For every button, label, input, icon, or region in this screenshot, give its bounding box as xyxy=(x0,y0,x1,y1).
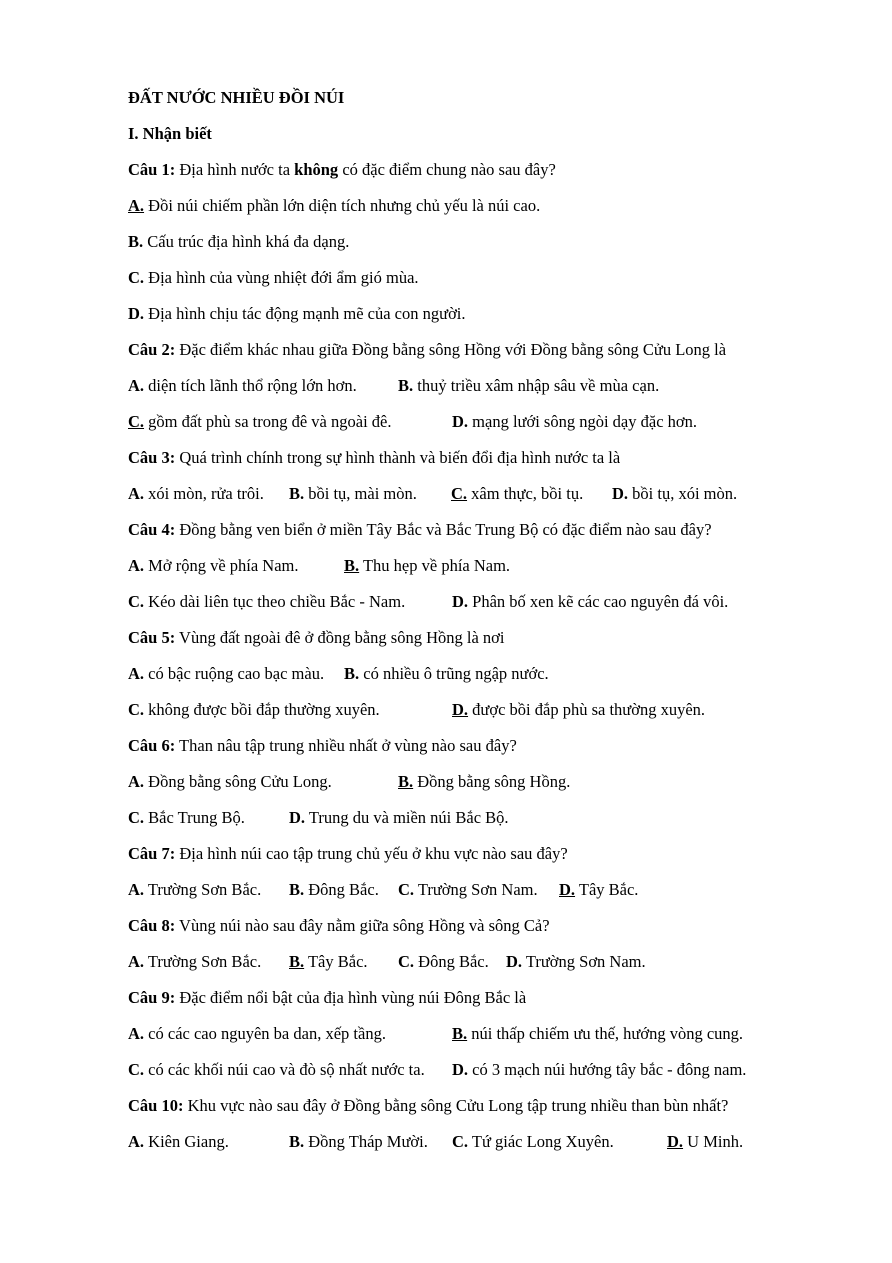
option-key: D. xyxy=(452,412,469,431)
q3-option-a xyxy=(128,484,264,504)
q4-option-a xyxy=(128,556,299,576)
q5-option-c xyxy=(128,700,380,720)
option-text: Đồi núi chiếm phần lớn diện tích nhưng chủ yếu là núi cao. xyxy=(144,196,541,215)
option-text: gồm đất phù sa trong đê và ngoài đê. xyxy=(144,412,392,431)
question-number: Câu 2: xyxy=(128,340,176,359)
option-text: Trường Sơn Nam. xyxy=(522,952,646,971)
option-key: D. xyxy=(452,1060,469,1079)
option-key: B. xyxy=(289,1132,305,1151)
option-key: B. xyxy=(289,484,305,503)
q3-option-c xyxy=(451,484,583,504)
option-text: Đồng bằng sông Hồng. xyxy=(413,772,571,791)
option-text: thuỷ triều xâm nhập sâu về mùa cạn. xyxy=(413,376,660,395)
option-text: Địa hình chịu tác động mạnh mẽ của con người. xyxy=(144,304,466,323)
option-text: có bậc ruộng cao bạc màu. xyxy=(144,664,325,683)
option-text: có nhiều ô trũng ngập nước. xyxy=(359,664,549,683)
q6-option-d xyxy=(289,808,509,828)
document-title: ĐẤT NƯỚC NHIỀU ĐỒI NÚI xyxy=(128,88,345,107)
q9-options-row-2 xyxy=(128,1060,828,1080)
q2-options-row-1 xyxy=(128,376,828,396)
q8-option-d xyxy=(506,952,646,972)
q6-option-b xyxy=(398,772,570,792)
question-1 xyxy=(128,160,556,180)
option-key: D. xyxy=(128,304,145,323)
q3-option-d xyxy=(612,484,737,504)
q1-option-d xyxy=(128,304,466,324)
option-text: Kiên Giang. xyxy=(144,1132,229,1151)
q10-options-row xyxy=(128,1132,828,1152)
option-key-correct: B. xyxy=(452,1024,468,1043)
question-number: Câu 1: xyxy=(128,160,176,179)
option-key: A. xyxy=(128,484,145,503)
option-key: C. xyxy=(128,1060,145,1079)
question-text: Vùng đất ngoài đê ở đồng bằng sông Hồng là nơi xyxy=(175,628,505,647)
question-text: Đặc điểm nổi bật của địa hình vùng núi Đông Bắc là xyxy=(175,988,527,1007)
question-8 xyxy=(128,916,550,936)
option-text: bồi tụ, mài mòn. xyxy=(304,484,417,503)
section-heading: I. Nhận biết xyxy=(128,124,212,143)
option-key: D. xyxy=(506,952,523,971)
option-key: C. xyxy=(128,268,145,287)
question-4 xyxy=(128,520,712,540)
option-key-correct: D. xyxy=(452,700,469,719)
question-text: Đặc điểm khác nhau giữa Đồng bằng sông Hồng với Đồng bằng sông Cửu Long là xyxy=(175,340,727,359)
question-number: Câu 3: xyxy=(128,448,176,467)
option-text: Trường Sơn Bắc. xyxy=(144,880,262,899)
option-key-correct: B. xyxy=(289,952,305,971)
q4-options-row-1 xyxy=(128,556,828,576)
option-key: A. xyxy=(128,1024,145,1043)
option-key: D. xyxy=(289,808,306,827)
q7-option-a xyxy=(128,880,261,900)
question-text: Đồng bằng ven biển ở miền Tây Bắc và Bắc Trung Bộ có đặc điểm nào sau đây? xyxy=(175,520,712,539)
option-text: diện tích lãnh thổ rộng lớn hơn. xyxy=(144,376,357,395)
option-text: xói mòn, rửa trôi. xyxy=(144,484,264,503)
q2-option-c xyxy=(128,412,392,432)
q5-option-b xyxy=(344,664,549,684)
option-key: D. xyxy=(452,592,469,611)
q9-options-row-1 xyxy=(128,1024,828,1044)
option-text: Đông Bắc. xyxy=(414,952,489,971)
q4-option-c xyxy=(128,592,405,612)
option-text: Địa hình của vùng nhiệt đới ẩm gió mùa. xyxy=(144,268,419,287)
q10-option-a xyxy=(128,1132,229,1152)
option-text: Đông Bắc. xyxy=(304,880,379,899)
option-text: Đồng Tháp Mười. xyxy=(304,1132,428,1151)
question-text: có đặc điểm chung nào sau đây? xyxy=(338,160,556,179)
question-9 xyxy=(128,988,526,1008)
q5-option-d xyxy=(452,700,705,720)
option-key: B. xyxy=(289,880,305,899)
question-2 xyxy=(128,340,726,360)
option-text: có các khối núi cao và đò sộ nhất nước ta. xyxy=(144,1060,425,1079)
q8-option-a xyxy=(128,952,261,972)
question-text: Vùng núi nào sau đây nằm giữa sông Hồng và sông Cả? xyxy=(175,916,550,935)
option-key: A. xyxy=(128,952,145,971)
q3-option-b xyxy=(289,484,417,504)
q5-options-row-2 xyxy=(128,700,828,720)
option-key: A. xyxy=(128,664,145,683)
option-key: B. xyxy=(344,664,360,683)
option-text: Kéo dài liên tục theo chiều Bắc - Nam. xyxy=(144,592,406,611)
option-text: xâm thực, bồi tụ. xyxy=(467,484,584,503)
option-key: C. xyxy=(128,808,145,827)
q7-option-b xyxy=(289,880,379,900)
option-text: Tây Bắc. xyxy=(304,952,368,971)
option-key-correct: D. xyxy=(559,880,576,899)
q2-option-d xyxy=(452,412,697,432)
question-number: Câu 9: xyxy=(128,988,176,1007)
q6-option-a xyxy=(128,772,332,792)
option-text: có các cao nguyên ba dan, xếp tầng. xyxy=(144,1024,386,1043)
question-emphasis: không xyxy=(294,160,339,179)
question-number: Câu 4: xyxy=(128,520,176,539)
q10-option-c xyxy=(452,1132,614,1152)
option-text: bồi tụ, xói mòn. xyxy=(628,484,738,503)
q7-option-d xyxy=(559,880,638,900)
option-key: C. xyxy=(452,1132,469,1151)
option-text: Tứ giác Long Xuyên. xyxy=(468,1132,614,1151)
q1-option-c xyxy=(128,268,419,288)
q4-option-b xyxy=(344,556,510,576)
q1-option-a xyxy=(128,196,540,216)
option-key: A. xyxy=(128,376,145,395)
option-text: có 3 mạch núi hướng tây bắc - đông nam. xyxy=(468,1060,747,1079)
question-number: Câu 5: xyxy=(128,628,176,647)
option-key: A. xyxy=(128,880,145,899)
option-text: Đồng bằng sông Cửu Long. xyxy=(144,772,332,791)
q9-option-d xyxy=(452,1060,746,1080)
option-key-correct: A. xyxy=(128,196,145,215)
q2-options-row-2 xyxy=(128,412,828,432)
option-text: Trường Sơn Bắc. xyxy=(144,952,262,971)
option-key: C. xyxy=(128,592,145,611)
option-text: Bắc Trung Bộ. xyxy=(144,808,245,827)
option-key-correct: D. xyxy=(667,1132,684,1151)
q8-options-row xyxy=(128,952,828,972)
option-text: Tây Bắc. xyxy=(575,880,639,899)
option-key-correct: C. xyxy=(451,484,468,503)
question-5 xyxy=(128,628,504,648)
question-number: Câu 6: xyxy=(128,736,176,755)
q5-options-row-1 xyxy=(128,664,828,684)
option-text: núi thấp chiếm ưu thế, hướng vòng cung. xyxy=(467,1024,744,1043)
option-text: Mở rộng về phía Nam. xyxy=(144,556,299,575)
option-key: B. xyxy=(128,232,144,251)
option-text: mạng lưới sông ngòi dạy đặc hơn. xyxy=(468,412,697,431)
option-key: D. xyxy=(612,484,629,503)
question-number: Câu 10: xyxy=(128,1096,184,1115)
q8-option-c xyxy=(398,952,489,972)
q9-option-a xyxy=(128,1024,386,1044)
question-number: Câu 7: xyxy=(128,844,176,863)
q2-option-b xyxy=(398,376,659,396)
option-text: Phân bố xen kẽ các cao nguyên đá vôi. xyxy=(468,592,729,611)
question-6 xyxy=(128,736,517,756)
option-text: Trung du và miền núi Bắc Bộ. xyxy=(305,808,509,827)
option-text: được bồi đắp phù sa thường xuyên. xyxy=(468,700,706,719)
option-key: C. xyxy=(398,952,415,971)
option-key-correct: B. xyxy=(344,556,360,575)
q10-option-b xyxy=(289,1132,428,1152)
q4-options-row-2 xyxy=(128,592,828,612)
q5-option-a xyxy=(128,664,324,684)
question-text: Địa hình nước ta xyxy=(175,160,295,179)
question-text: Quá trình chính trong sự hình thành và biến đổi địa hình nước ta là xyxy=(175,448,621,467)
q6-options-row-2 xyxy=(128,808,828,828)
option-key: C. xyxy=(128,700,145,719)
q7-option-c xyxy=(398,880,538,900)
option-key: A. xyxy=(128,772,145,791)
option-key: A. xyxy=(128,1132,145,1151)
option-key-correct: C. xyxy=(128,412,145,431)
option-text: không được bồi đắp thường xuyên. xyxy=(144,700,380,719)
option-text: U Minh. xyxy=(683,1132,744,1151)
option-text: Thu hẹp về phía Nam. xyxy=(359,556,511,575)
option-key-correct: B. xyxy=(398,772,414,791)
option-text: Trường Sơn Nam. xyxy=(414,880,538,899)
option-key: B. xyxy=(398,376,414,395)
question-10 xyxy=(128,1096,728,1116)
q2-option-a xyxy=(128,376,357,396)
option-text: Cấu trúc địa hình khá đa dạng. xyxy=(143,232,350,251)
q9-option-b xyxy=(452,1024,743,1044)
question-text: Than nâu tập trung nhiều nhất ở vùng nào sau đây? xyxy=(175,736,517,755)
question-3 xyxy=(128,448,620,468)
q1-option-b xyxy=(128,232,349,252)
q4-option-d xyxy=(452,592,728,612)
q8-option-b xyxy=(289,952,368,972)
q6-options-row-1 xyxy=(128,772,828,792)
q10-option-d xyxy=(667,1132,743,1152)
question-text: Địa hình núi cao tập trung chủ yếu ở khu vực nào sau đây? xyxy=(175,844,568,863)
question-number: Câu 8: xyxy=(128,916,176,935)
q6-option-c xyxy=(128,808,245,828)
option-key: A. xyxy=(128,556,145,575)
q7-options-row xyxy=(128,880,828,900)
question-7 xyxy=(128,844,568,864)
question-text: Khu vực nào sau đây ở Đồng bằng sông Cửu Long tập trung nhiều than bùn nhất? xyxy=(183,1096,729,1115)
option-key: C. xyxy=(398,880,415,899)
q3-options-row xyxy=(128,484,828,504)
q9-option-c xyxy=(128,1060,425,1080)
